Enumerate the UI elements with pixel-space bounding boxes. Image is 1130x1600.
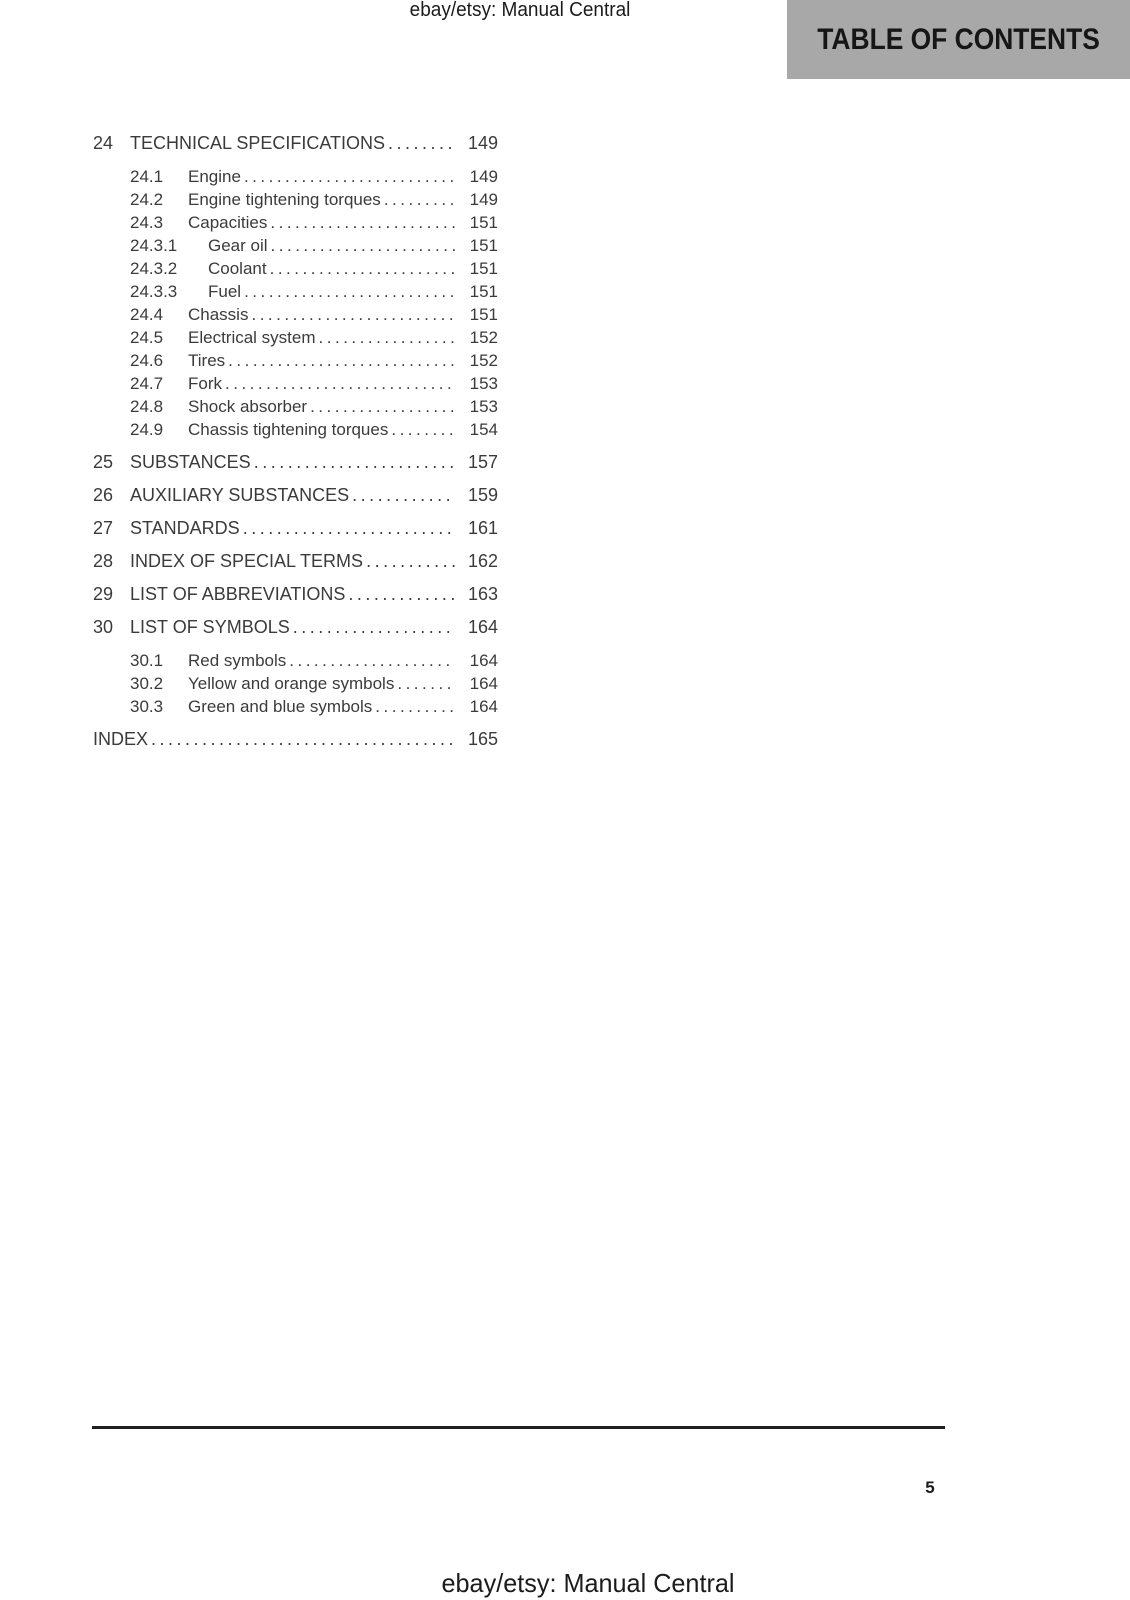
- toc-entry-number: 30: [93, 617, 114, 637]
- toc-entry-number: 24.3.3: [130, 282, 178, 301]
- toc-entry-page: 154: [469, 420, 498, 439]
- toc-entry-title: LIST OF ABBREVIATIONS: [130, 584, 346, 604]
- toc-entry-title: TECHNICAL SPECIFICATIONS: [130, 133, 386, 153]
- toc-entry-title: AUXILIARY SUBSTANCES: [130, 485, 350, 505]
- toc-leader-dots: [352, 484, 455, 507]
- toc-entry-page: 151: [469, 305, 498, 324]
- toc-entry-title: Green and blue symbols: [188, 697, 373, 716]
- toc-entry-title: Gear oil: [208, 236, 268, 255]
- toc-entry-number: 24.3.1: [130, 236, 178, 255]
- toc-entry-number: 25: [93, 452, 114, 472]
- toc-entry: [93, 326, 498, 349]
- toc-entry-title: Fork: [188, 374, 222, 393]
- toc-leader-dots: [251, 303, 455, 326]
- toc-entry-number: 26: [93, 485, 114, 505]
- toc-leader-dots: [243, 517, 455, 540]
- toc-entry: [93, 395, 498, 418]
- table-of-contents-banner: [787, 0, 1130, 79]
- toc-entry-title: INDEX: [93, 729, 149, 749]
- toc-entry-number: 24: [93, 133, 114, 153]
- toc-entry-title: Capacities: [188, 213, 268, 232]
- toc-entry-number: 24.9: [130, 420, 164, 439]
- footer-rule: [92, 1426, 945, 1429]
- toc-entry-number: 27: [93, 518, 114, 538]
- toc-entry-page: 164: [469, 651, 498, 670]
- toc-entry-number: 24.3: [130, 213, 164, 232]
- toc-entry-page: 164: [469, 674, 498, 693]
- toc-entry: [93, 517, 498, 540]
- toc-entry: [93, 211, 498, 234]
- toc-leader-dots: [270, 211, 455, 234]
- toc-entry-number: 24.8: [130, 397, 164, 416]
- toc-entry-page: 164: [467, 617, 498, 637]
- toc-entry-title: Coolant: [208, 259, 267, 278]
- toc-entry: [93, 695, 498, 718]
- toc-entry: [93, 649, 498, 672]
- toc-leader-dots: [348, 583, 455, 606]
- toc-entry-title: STANDARDS: [130, 518, 240, 538]
- toc-entry: [93, 372, 498, 395]
- toc-entry: [93, 280, 498, 303]
- toc-entry-number: 29: [93, 584, 114, 604]
- toc-entry-title: Electrical system: [188, 328, 316, 347]
- toc-entry-title: Chassis tightening torques: [188, 420, 389, 439]
- toc-entry-title: Shock absorber: [188, 397, 308, 416]
- toc-entry-number: 28: [93, 551, 114, 571]
- toc-entry-page: 157: [467, 452, 498, 472]
- toc-entry-page: 151: [469, 259, 498, 278]
- toc-entry-title: Red symbols: [188, 651, 287, 670]
- toc-list: [93, 132, 498, 761]
- toc-entry-page: 151: [469, 282, 498, 301]
- toc-entry: [93, 234, 498, 257]
- toc-entry-title: Chassis: [188, 305, 249, 324]
- toc-leader-dots: [228, 349, 455, 372]
- toc-entry-number: 24.4: [130, 305, 164, 324]
- toc-entry-page: 151: [469, 213, 498, 232]
- toc-entry: [93, 165, 498, 188]
- toc-entry-title: Tires: [188, 351, 226, 370]
- toc-leader-dots: [397, 672, 455, 695]
- page-number: 5: [925, 1478, 935, 1497]
- toc-entry: [93, 728, 498, 751]
- toc-entry: [93, 132, 498, 155]
- toc-entry-number: 30.1: [130, 651, 164, 670]
- toc-leader-dots: [244, 280, 455, 303]
- toc-entry-page: 162: [467, 551, 498, 571]
- top-watermark: ebay/etsy: Manual Central: [409, 0, 631, 21]
- toc-leader-dots: [293, 616, 455, 639]
- toc-leader-dots: [244, 165, 455, 188]
- toc-entry-title: LIST OF SYMBOLS: [130, 617, 290, 637]
- toc-leader-dots: [366, 550, 455, 573]
- toc-entry: [93, 672, 498, 695]
- toc-leader-dots: [289, 649, 455, 672]
- toc-entry-title: INDEX OF SPECIAL TERMS: [130, 551, 364, 571]
- toc-entry-number: 24.1: [130, 167, 164, 186]
- toc-leader-dots: [375, 695, 455, 718]
- toc-leader-dots: [319, 326, 455, 349]
- toc-entry-number: 24.2: [130, 190, 164, 209]
- toc-leader-dots: [254, 451, 455, 474]
- toc-entry-page: 149: [469, 167, 498, 186]
- toc-entry: [93, 583, 498, 606]
- toc-entry-page: 152: [469, 351, 498, 370]
- toc-entry-number: 24.5: [130, 328, 164, 347]
- toc-leader-dots: [225, 372, 455, 395]
- toc-leader-dots: [310, 395, 455, 418]
- toc-entry: [93, 616, 498, 639]
- toc-leader-dots: [151, 728, 455, 751]
- toc-entry-page: 161: [467, 518, 498, 538]
- toc-leader-dots: [391, 418, 455, 441]
- toc-entry-title: Fuel: [208, 282, 242, 301]
- toc-entry-page: 153: [469, 397, 498, 416]
- toc-entry: [93, 257, 498, 280]
- toc-entry-page: 159: [467, 485, 498, 505]
- toc-entry-page: 149: [469, 190, 498, 209]
- bottom-watermark: ebay/etsy: Manual Central: [441, 1568, 735, 1598]
- toc-entry: [93, 188, 498, 211]
- toc-entry: [93, 550, 498, 573]
- toc-entry: [93, 418, 498, 441]
- toc-entry-title: Engine tightening torques: [188, 190, 381, 209]
- toc-entry-page: 164: [469, 697, 498, 716]
- toc-leader-dots: [271, 234, 455, 257]
- toc-leader-dots: [270, 257, 455, 280]
- toc-entry: [93, 484, 498, 507]
- toc-entry-number: 24.7: [130, 374, 164, 393]
- toc-leader-dots: [388, 132, 455, 155]
- toc-entry: [93, 451, 498, 474]
- toc-entry-number: 24.3.2: [130, 259, 178, 278]
- toc-entry-page: 151: [469, 236, 498, 255]
- banner-title: TABLE OF CONTENTS: [817, 22, 1100, 56]
- toc-entry-page: 149: [467, 133, 498, 153]
- toc-entry-page: 165: [467, 729, 498, 749]
- toc-entry-title: Engine: [188, 167, 241, 186]
- toc-entry-number: 30.3: [130, 697, 164, 716]
- toc-entry-page: 153: [469, 374, 498, 393]
- toc-entry-number: 24.6: [130, 351, 164, 370]
- toc-leader-dots: [384, 188, 455, 211]
- toc-entry-number: 30.2: [130, 674, 164, 693]
- toc-entry: [93, 349, 498, 372]
- toc-entry-title: Yellow and orange symbols: [188, 674, 395, 693]
- toc-entry-page: 163: [467, 584, 498, 604]
- toc-entry-page: 152: [469, 328, 498, 347]
- toc-entry-title: SUBSTANCES: [130, 452, 251, 472]
- toc-entry: [93, 303, 498, 326]
